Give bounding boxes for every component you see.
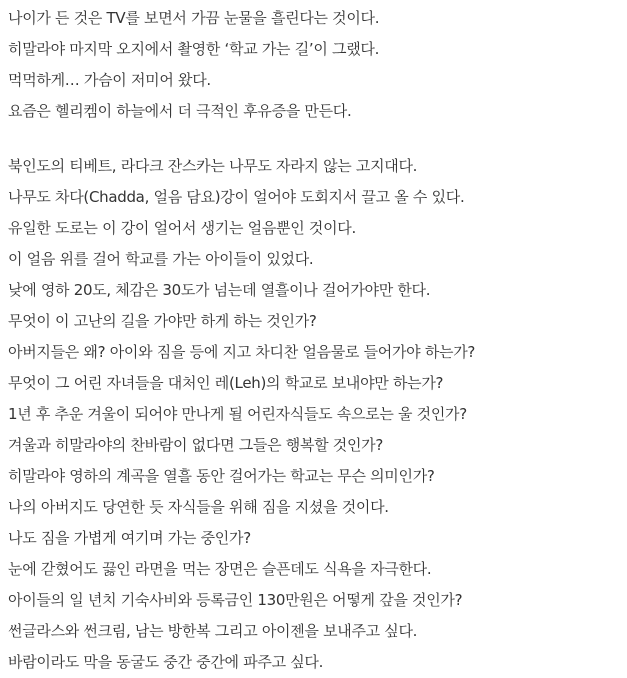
text-line: 요즘은 헬리켐이 하늘에서 더 극적인 후유증을 만든다.	[8, 102, 352, 120]
paragraph-spacer	[8, 127, 623, 151]
text-line: 아버지들은 왜? 아이와 짐을 등에 지고 차디찬 얼음물로 들어가야 하는가?	[8, 343, 476, 361]
text-line: 1년 후 추운 겨울이 되어야 만나게 될 어린자식들도 속으로는 울 것인가?	[8, 405, 467, 423]
paragraph-1	[8, 3, 623, 127]
text-line: 아이들의 일 년치 기숙사비와 등록금인 130만원은 어떻게 갚을 것인가?	[8, 591, 463, 609]
text-line: 나도 짐을 가볍게 여기며 가는 중인가?	[8, 529, 251, 547]
text-line: 썬글라스와 썬크림, 남는 방한복 그리고 아이젠을 보내주고 싶다.	[8, 622, 418, 640]
text-line: 히말라야 영하의 계곡을 열흘 동안 걸어가는 학교는 무슨 의미인가?	[8, 467, 435, 485]
text-line: 무엇이 이 고난의 길을 가야만 하게 하는 것인가?	[8, 312, 317, 330]
text-line: 히말라야 마지막 오지에서 촬영한 ‘학교 가는 길’이 그랬다.	[8, 40, 380, 58]
text-line: 나무도 차다(Chadda, 얼음 담요)강이 얼어야 도회지서 끌고 올 수 있다.	[8, 188, 465, 206]
text-line: 나의 아버지도 당연한 듯 자식들을 위해 짐을 지셨을 것이다.	[8, 498, 389, 516]
text-line: 북인도의 티베트, 라다크 잔스카는 나무도 자라지 않는 고지대다.	[8, 157, 418, 175]
text-line: 먹먹하게… 가슴이 저미어 왔다.	[8, 71, 211, 89]
text-line: 유일한 도로는 이 강이 얼어서 생기는 얼음뿐인 것이다.	[8, 219, 356, 237]
document-body	[8, 0, 623, 678]
text-line: 이 얼음 위를 걸어 학교를 가는 아이들이 있었다.	[8, 250, 314, 268]
paragraph-2	[8, 151, 623, 678]
text-line: 무엇이 그 어린 자녀들을 대처인 레(Leh)의 학교로 보내야만 하는가?	[8, 374, 444, 392]
text-line: 눈에 갇혔어도 끓인 라면을 먹는 장면은 슬픈데도 식욕을 자극한다.	[8, 560, 432, 578]
text-line: 낮에 영하 20도, 체감은 30도가 넘는데 열흘이나 걸어가야만 한다.	[8, 281, 431, 299]
text-line: 겨울과 히말라야의 찬바람이 없다면 그들은 행복할 것인가?	[8, 436, 384, 454]
text-line: 바람이라도 막을 동굴도 중간 중간에 파주고 싶다.	[8, 653, 324, 671]
text-line: 나이가 든 것은 TV를 보면서 가끔 눈물을 흘린다는 것이다.	[8, 9, 380, 27]
